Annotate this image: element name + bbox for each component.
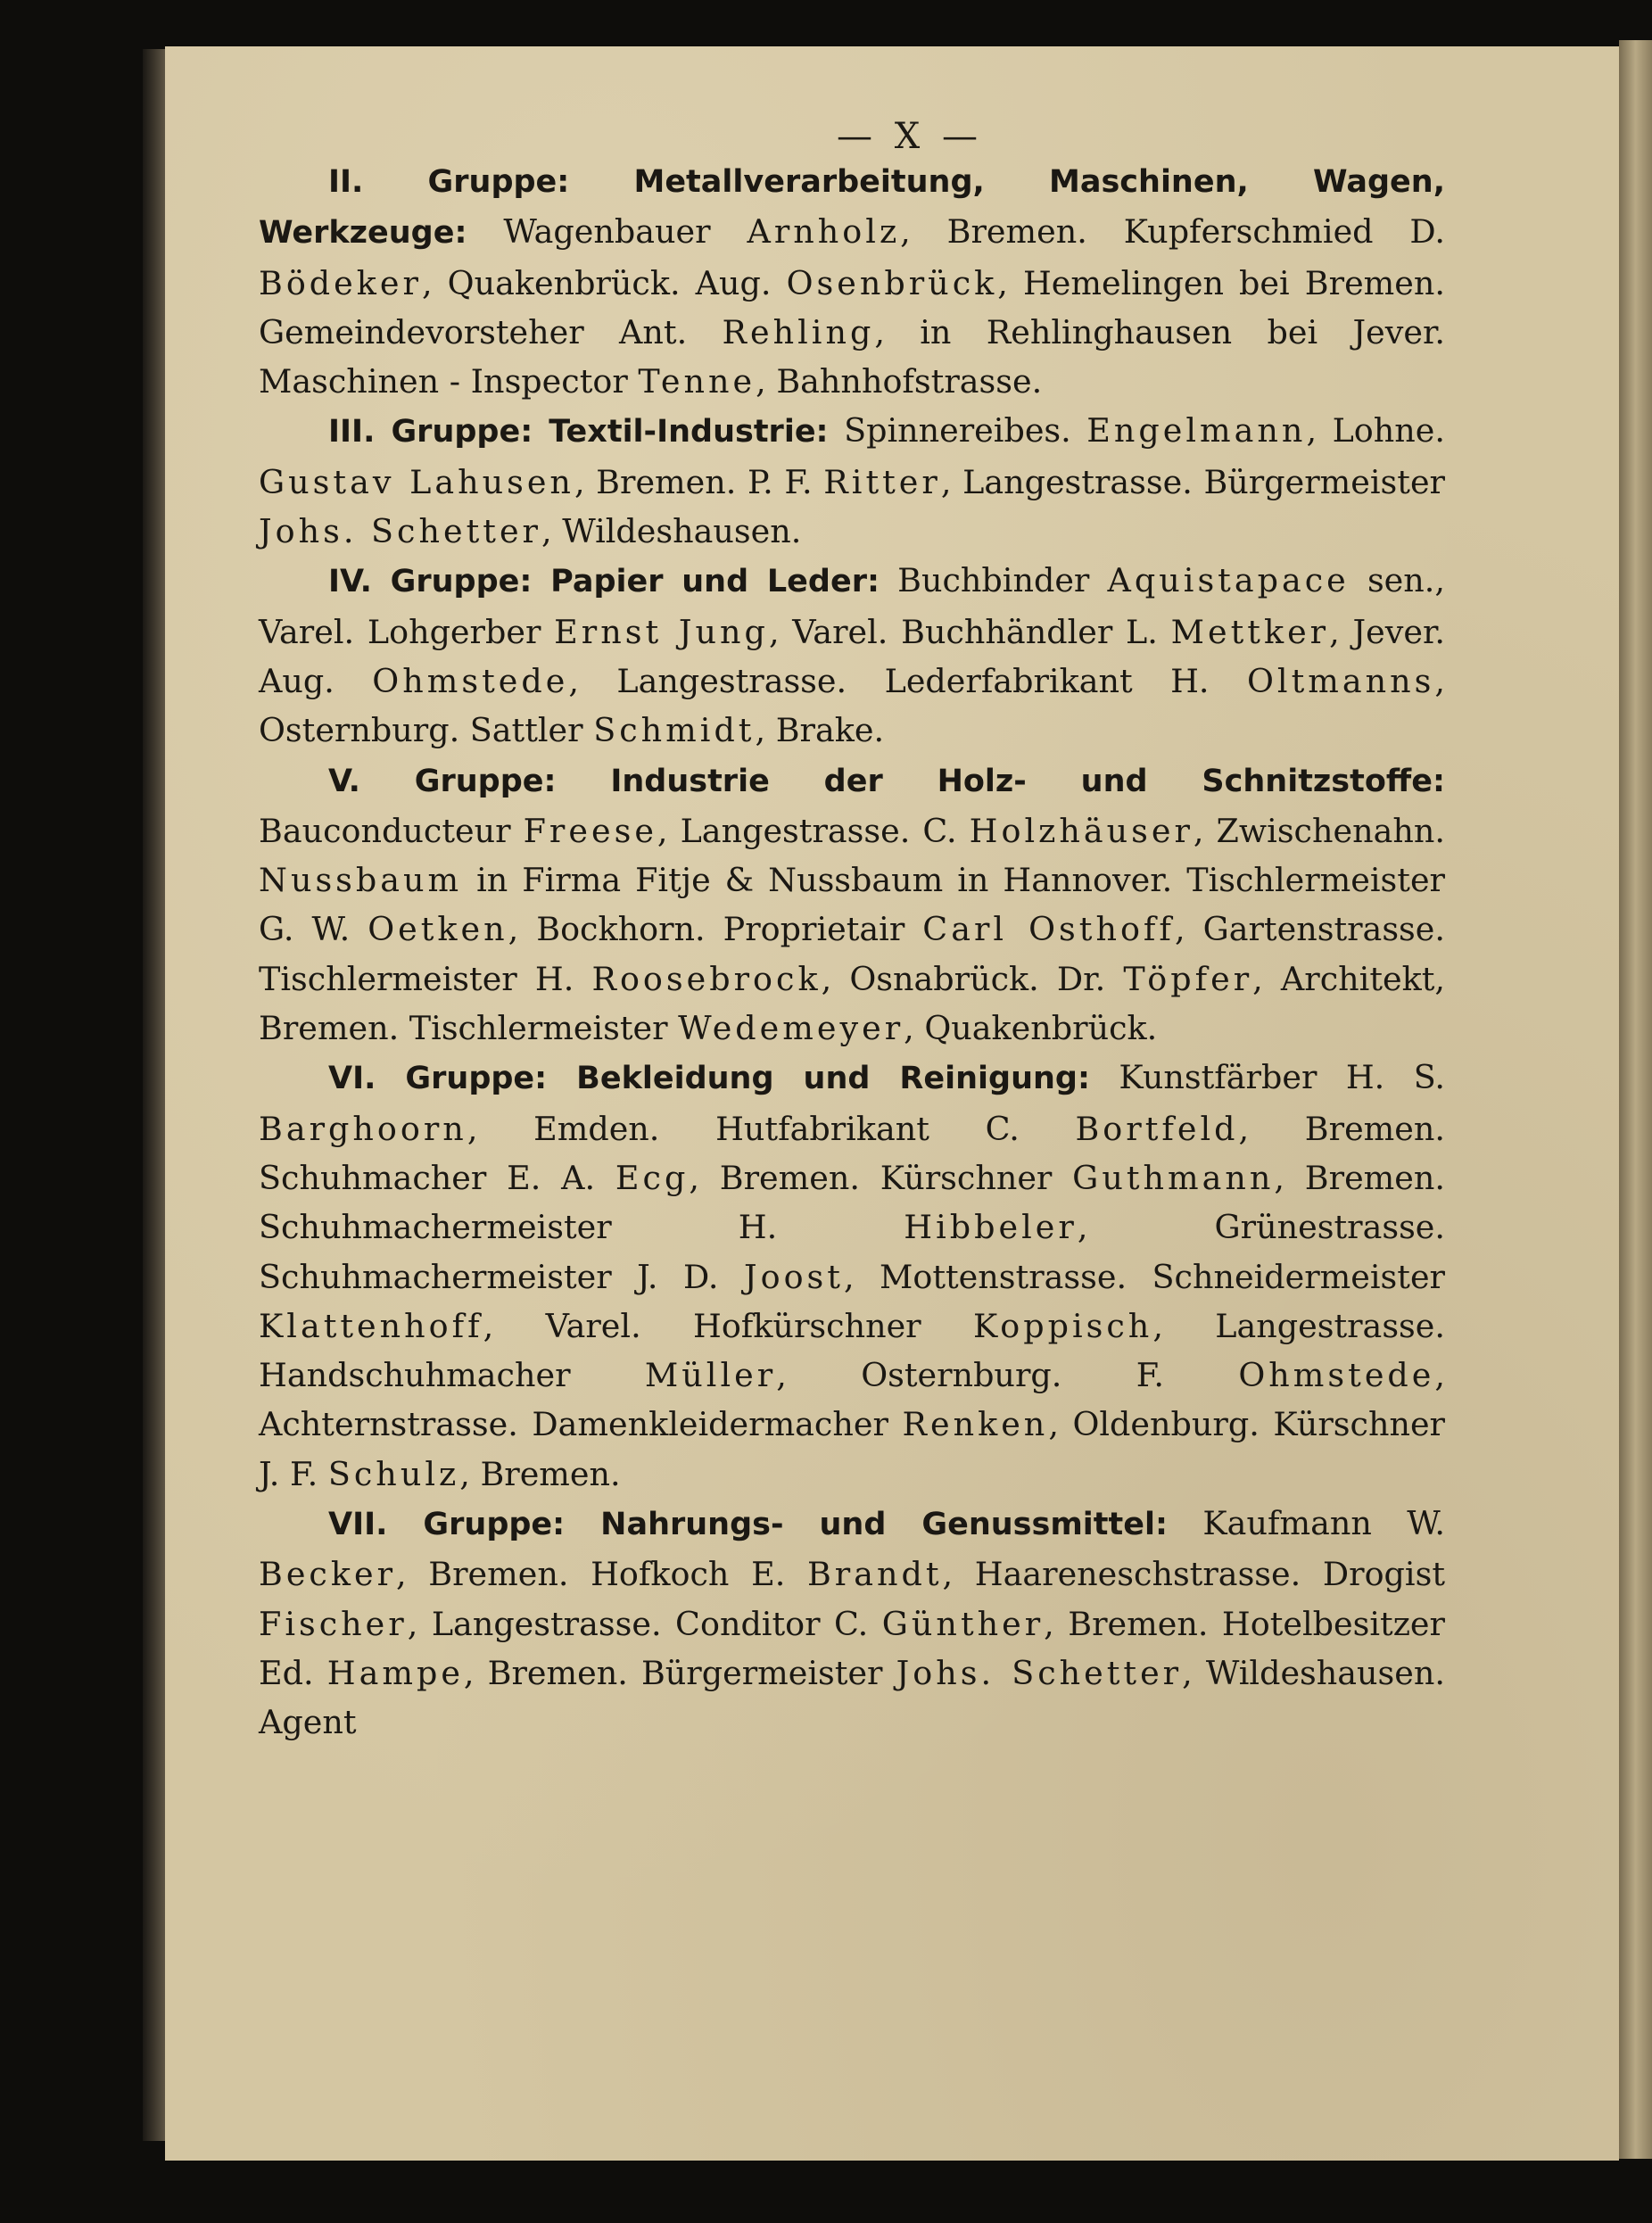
entry-text: , Osternburg. Sattler [259,661,1445,750]
entry-text: in Firma Fitje & Nussbaum in Hannover. Tischlermeister G. W. [259,861,1445,949]
group-paragraph [259,756,1445,1054]
person-name: Bortfeld [1075,1109,1239,1148]
entry-text: , in Rehlinghausen bei Jever. Maschinen - Inspector [259,312,1445,401]
group-heading: VII. Gruppe: Nahrungs- und Genussmittel: [328,1507,1168,1543]
person-name: Ernst Jung [554,612,769,651]
person-name: Joost [743,1257,844,1296]
entry-text: , Architekt, Bremen. Tischlermeister [259,959,1445,1048]
entry-text: , Quakenbrück. Aug. [421,263,787,302]
person-name: Johs. Schetter [259,512,541,551]
facing-page-edge [1619,40,1652,2159]
group-paragraph [259,1053,1445,1499]
person-name: Engelmann [1086,411,1307,450]
person-name: Arnholz [747,212,901,252]
person-name: Günther [881,1604,1045,1643]
person-name: Osenbrück [786,263,998,302]
entry-text: , Bremen. Bürgermeister [463,1653,896,1692]
entry-text: , Langestrasse. Handschuhmacher [259,1306,1445,1395]
group-paragraph [259,1499,1445,1747]
group-heading: IV. Gruppe: Papier und Leder: [328,564,880,600]
entry-text: , Bremen. [459,1454,621,1493]
entry-text: , Gartenstrasse. Tischlermeister H. [259,910,1445,998]
entry-text: , Osternburg. F. [776,1356,1239,1395]
entry-text: Buchbinder [879,561,1108,600]
entry-text: , Haareneschstrasse. Drogist [942,1555,1445,1594]
person-name: Renken [902,1405,1049,1444]
entry-text: , Jever. Aug. [259,612,1445,700]
person-name: Töpfer [1123,959,1253,998]
entry-text: , Osnabrück. Dr. [821,959,1124,998]
entry-text: Kaufmann W. [1168,1504,1445,1543]
entry-text: , Bremen. Hofkoch E. [396,1555,807,1594]
person-name: Oltmanns [1247,661,1435,700]
person-name: Oetken [368,910,508,949]
person-name: Müller [644,1356,777,1395]
entry-text: , Langestrasse. C. [657,811,970,850]
entry-text: , Bremen. Schuhmachermeister H. [259,1158,1445,1247]
person-name: Carl Osthoff [922,910,1175,949]
entry-text: , Bremen. Kupferschmied D. [900,212,1445,252]
person-name: Schulz [327,1454,460,1493]
group-paragraph [259,406,1445,556]
entry-text: , Quakenbrück. [904,1009,1158,1048]
group-paragraph [259,156,1445,406]
person-name: Nussbaum [259,861,463,900]
page-body [259,156,1445,1748]
entry-text: sen., Varel. Lohgerber [259,561,1445,651]
person-name: Freese [523,811,657,850]
entry-text: , Langestrasse. Bürgermeister [940,462,1445,501]
person-name: Becker [259,1555,397,1594]
entry-text: , Grünestrasse. Schuhmachermeister J. D. [259,1208,1446,1296]
person-name: Gustav Lahusen [259,462,574,501]
entry-text: , Emden. Hutfabrikant C. [467,1109,1076,1148]
entry-text: , Zwischenahn. [1193,811,1445,850]
person-name: Fischer [259,1604,408,1643]
person-name: Ecg [615,1158,690,1197]
person-name: Hampe [326,1653,464,1692]
entry-text: , Oldenburg. Kürschner J. F. [259,1405,1446,1493]
person-name: Mettker [1170,612,1330,651]
person-name: Koppisch [972,1306,1153,1345]
page-number: — X — [837,116,983,157]
entry-text: , Bremen. P. F. [574,462,824,501]
person-name: Barghoorn [259,1109,467,1148]
group-paragraph [259,556,1445,755]
group-heading: V. Gruppe: Industrie der Holz- und Schnitzstoffe: [328,763,1445,799]
entry-text: , Hemelingen bei Bremen. Gemeindevorsteher Ant. [259,263,1445,351]
person-name: Schmidt [593,711,756,750]
entry-text: , Wildeshausen. Agent [259,1653,1446,1742]
entry-text: , Varel. Hofkürschner [483,1306,973,1345]
person-name: Tenne [638,362,756,401]
person-name: Aquistapace [1107,561,1350,600]
entry-text: , Mottenstrasse. Schneidermeister [843,1257,1445,1296]
entry-text: , Wildeshausen. [541,512,802,551]
group-heading: II. Gruppe: Metallverarbeitung, Maschinen, Wagen, Werkzeuge: [259,164,1445,252]
entry-text: Wagenbauer [467,212,748,252]
person-name: Wedemeyer [678,1009,904,1048]
entry-text: , Brake. [755,711,885,750]
entry-text: , Bahnhofstrasse. [756,362,1043,401]
group-heading: III. Gruppe: Textil-Industrie: [328,414,829,450]
entry-text: , Bremen. Hotelbesitzer Ed. [259,1604,1445,1692]
person-name: Bödeker [259,263,422,302]
person-name: Johs. Schetter [896,1653,1183,1692]
person-name: Ritter [823,462,941,501]
person-name: Brandt [806,1555,943,1594]
entry-text: , Bremen. Kürschner [689,1158,1073,1197]
entry-text: , Langestrasse. Lederfabrikant H. [568,661,1247,700]
entry-text: , Varel. Buchhändler L. [768,612,1171,651]
person-name: Ohmstede [372,661,569,700]
person-name: Guthmann [1072,1158,1275,1197]
entry-text: , Lohne. [1306,411,1445,450]
entry-text: , Bockhorn. Proprietair [508,910,923,949]
entry-text: , Achternstrasse. Damenkleidermacher [259,1356,1445,1444]
entry-text: , Bremen. Schuhmacher E. A. [259,1109,1445,1197]
person-name: Hibbeler [904,1208,1078,1247]
entry-text: Spinnereibes. [828,411,1087,450]
person-name: Ohmstede [1238,1356,1435,1395]
person-name: Holzhäuser [969,811,1194,850]
person-name: Rehling [722,312,875,351]
person-name: Klattenhoff [259,1306,483,1345]
entry-text: Bauconducteur [259,811,524,850]
entry-text: Kunstfärber H. S. [1089,1058,1446,1097]
person-name: Roosebrock [591,959,822,998]
entry-text: , Langestrasse. Conditor C. [407,1604,882,1643]
group-heading: VI. Gruppe: Bekleidung und Reinigung: [328,1061,1090,1097]
